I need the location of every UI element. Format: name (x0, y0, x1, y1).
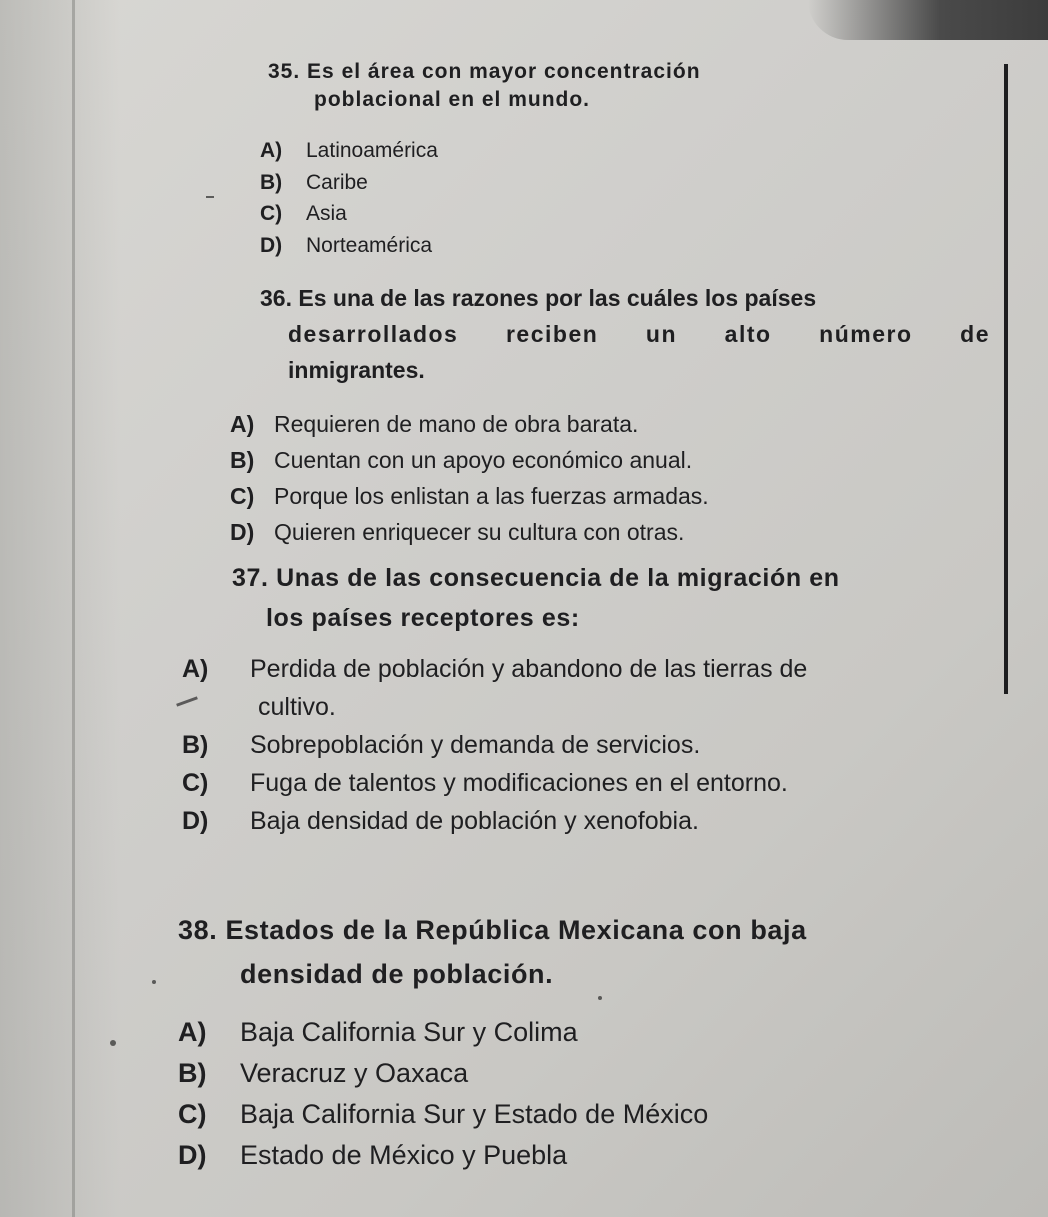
question-35-line2: poblacional en el mundo. (314, 87, 591, 111)
paper-speck (598, 996, 602, 1000)
option-text: Requieren de mano de obra barata. (274, 411, 639, 437)
option-text: Asia (306, 202, 347, 226)
option-36-d[interactable] (230, 514, 990, 550)
option-text: Baja California Sur y Estado de México (240, 1099, 709, 1129)
option-text: Veracruz y Oaxaca (240, 1058, 469, 1088)
question-37-number: 37. (232, 564, 269, 592)
option-letter: B) (178, 1058, 207, 1088)
option-38-c[interactable] (178, 1094, 1008, 1135)
question-37-text (232, 558, 994, 638)
option-text: Cuentan con un apoyo económico anual. (274, 447, 693, 473)
option-text: Sobrepoblación y demanda de servicios. (250, 731, 701, 759)
question-36-line3: inmigrantes. (288, 357, 425, 383)
option-35-d[interactable] (260, 230, 990, 262)
option-38-d[interactable] (178, 1135, 1008, 1176)
option-37-d[interactable] (182, 802, 994, 840)
option-text: Perdida de población y abandono de las tierras de (250, 655, 808, 683)
paper-speck (110, 1040, 116, 1046)
option-text: Estado de México y Puebla (240, 1140, 568, 1170)
option-letter: A) (178, 1017, 207, 1047)
page-edge-line (72, 0, 75, 1217)
option-letter: D) (230, 519, 255, 545)
question-36-options (230, 406, 990, 550)
option-35-a[interactable] (260, 135, 990, 167)
option-letter: D) (182, 807, 209, 835)
option-37-c[interactable] (182, 764, 994, 802)
option-letter: D) (178, 1140, 207, 1170)
question-38-number: 38. (178, 915, 218, 945)
option-text: Quieren enriquecer su cultura con otras. (274, 519, 685, 545)
option-36-c[interactable] (230, 478, 990, 514)
option-text: Caribe (306, 170, 368, 194)
option-text: Baja densidad de población y xenofobia. (250, 807, 699, 835)
question-36 (230, 280, 990, 550)
question-36-text (260, 280, 990, 388)
option-letter: B) (182, 731, 209, 759)
question-38-line2: densidad de población. (240, 959, 554, 989)
option-letter: B) (230, 447, 255, 473)
question-37-line1: Unas de las consecuencia de la migración en (276, 564, 840, 592)
option-38-b[interactable] (178, 1053, 1008, 1094)
question-38-options (178, 1012, 1008, 1176)
page-shadow (0, 0, 120, 1217)
option-letter: A) (230, 411, 255, 437)
paper-speck (206, 196, 214, 198)
option-letter: A) (260, 139, 283, 163)
option-36-a[interactable] (230, 406, 990, 442)
option-35-b[interactable] (260, 167, 990, 199)
question-35-number: 35. (268, 60, 301, 83)
option-letter: B) (260, 170, 283, 194)
option-letter: C) (260, 202, 283, 226)
question-36-number: 36. (260, 285, 292, 311)
question-38-line1: Estados de la República Mexicana con baja (225, 915, 807, 945)
option-letter: C) (182, 769, 209, 797)
question-35-text (268, 58, 990, 113)
option-letter: D) (260, 233, 283, 257)
corner-shadow (808, 0, 1048, 40)
option-37-b[interactable] (182, 726, 994, 764)
option-text: Baja California Sur y Colima (240, 1017, 578, 1047)
question-37 (182, 558, 994, 840)
option-letter: A) (182, 655, 209, 683)
question-38-text (178, 908, 1008, 996)
question-36-line2: desarrollados reciben un alto número de (288, 321, 990, 347)
option-text: Porque los enlistan a las fuerzas armadas. (274, 483, 709, 509)
option-text-continuation: cultivo. (258, 693, 336, 721)
option-letter: C) (230, 483, 255, 509)
question-35-line1: Es el área con mayor concentración (307, 60, 701, 83)
margin-bar (1004, 64, 1008, 694)
question-36-line1: Es una de las razones por las cuáles los países (298, 285, 817, 311)
option-35-c[interactable] (260, 198, 990, 230)
question-38 (178, 908, 1008, 1176)
question-37-line2: los países receptores es: (266, 604, 580, 632)
question-37-options (182, 650, 994, 840)
option-37-a[interactable] (182, 650, 994, 726)
option-text: Fuga de talentos y modificaciones en el entorno. (250, 769, 788, 797)
paper-speck (152, 980, 156, 984)
option-text: Latinoamérica (306, 139, 438, 163)
option-36-b[interactable] (230, 442, 990, 478)
question-35-options (260, 135, 990, 261)
question-35 (260, 58, 990, 261)
option-letter: C) (178, 1099, 207, 1129)
option-text: Norteamérica (306, 233, 433, 257)
option-38-a[interactable] (178, 1012, 1008, 1053)
